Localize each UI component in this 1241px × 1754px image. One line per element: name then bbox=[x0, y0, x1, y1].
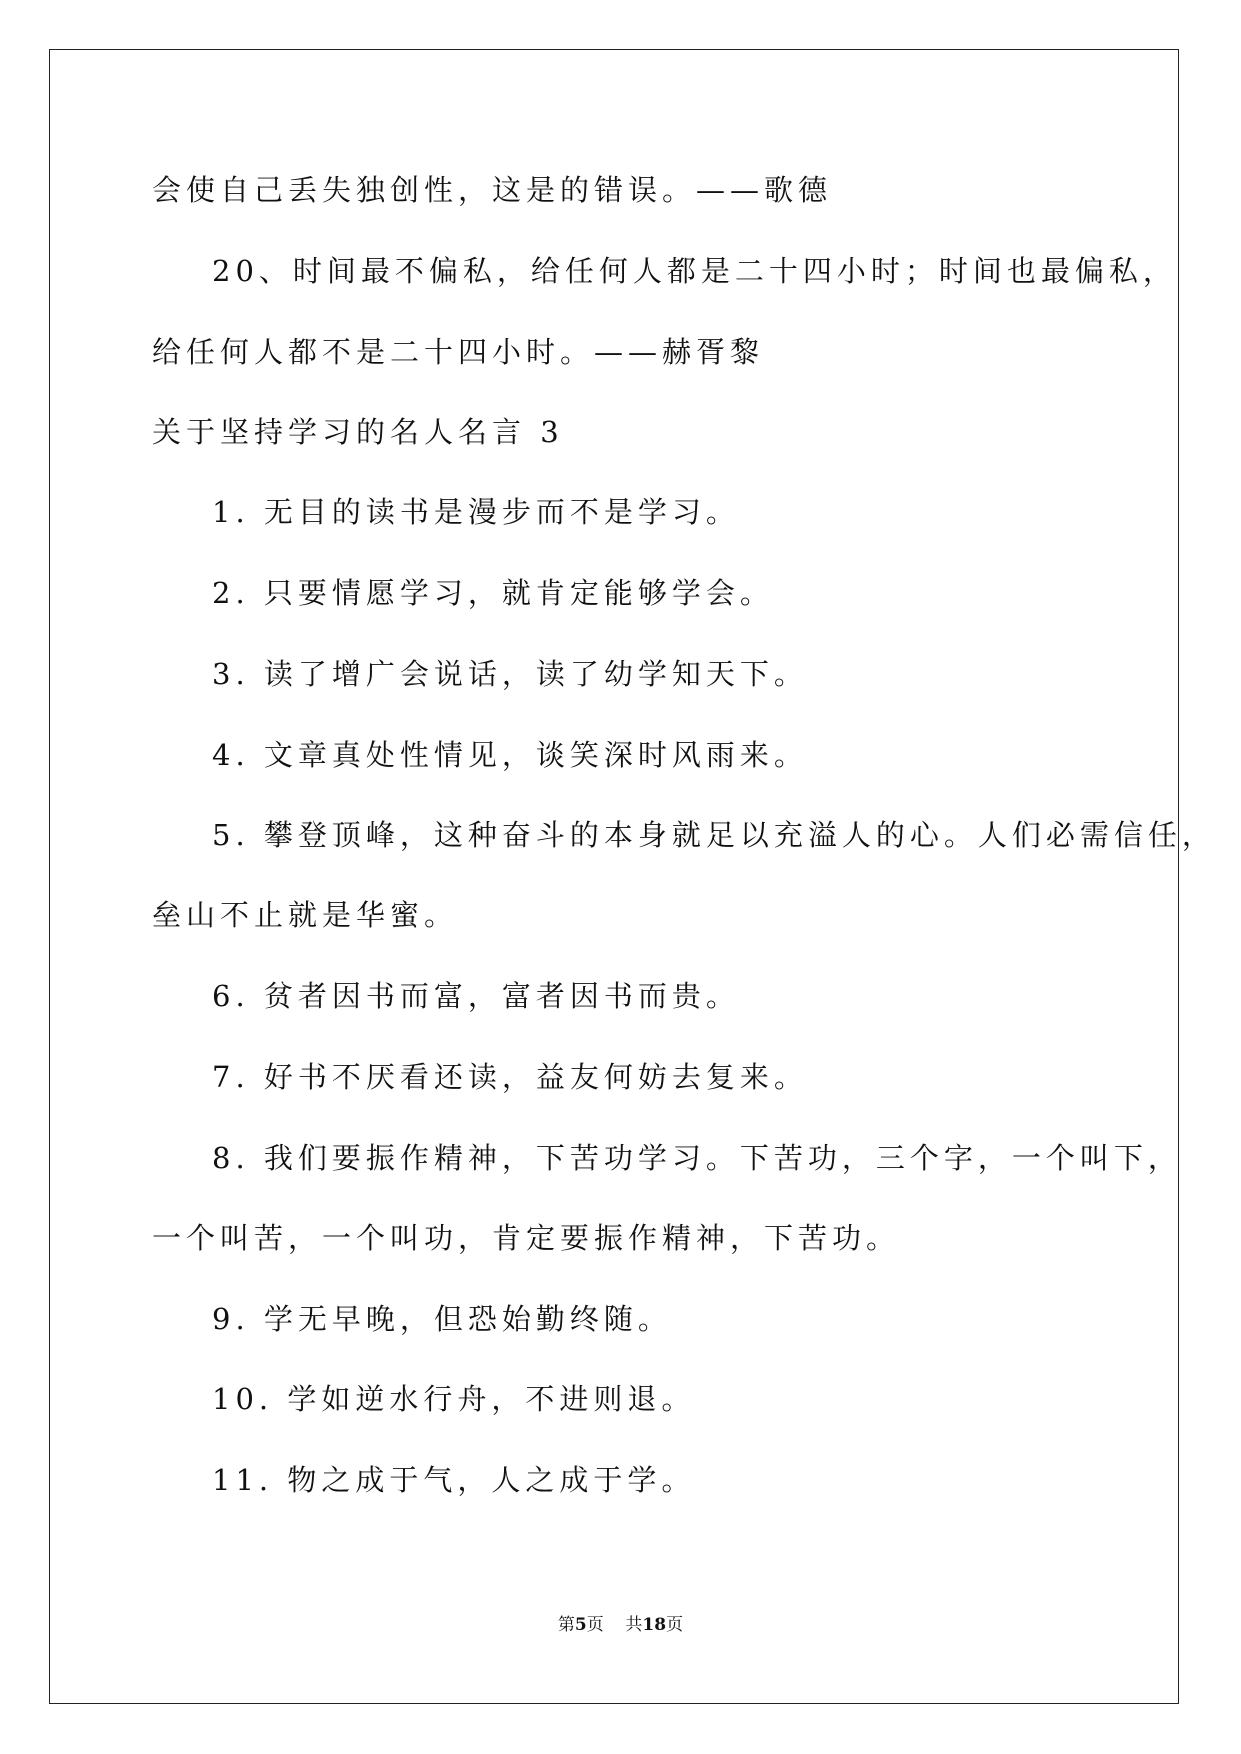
list-item-8-continued: 一个叫苦，一个叫功，肯定要振作精神，下苦功。 bbox=[152, 1221, 901, 1255]
list-item-5-continued: 垒山不止就是华蜜。 bbox=[152, 898, 459, 932]
text-line-quote-20-end: 给任何人都不是二十四小时。——赫胥黎 bbox=[152, 335, 765, 369]
list-item-1: 1. 无目的读书是漫步而不是学习。 bbox=[212, 495, 740, 529]
list-item-3: 3. 读了增广会说话，读了幼学知天下。 bbox=[212, 657, 808, 691]
page-prefix: 第 bbox=[557, 1615, 575, 1635]
text-line-quote-20: 20、时间最不偏私，给任何人都是二十四小时；时间也最偏私， bbox=[212, 254, 1177, 288]
list-item-7: 7. 好书不厌看还读，益友何妨去复来。 bbox=[212, 1060, 808, 1094]
list-item-5: 5. 攀登顶峰，这种奋斗的本身就足以充溢人的心。人们必需信任， bbox=[212, 818, 1216, 852]
page-border bbox=[49, 49, 1179, 1704]
page-suffix: 页 bbox=[586, 1615, 604, 1635]
page-number: 5 bbox=[574, 1615, 587, 1635]
list-item-10: 10. 学如逆水行舟，不进则退。 bbox=[212, 1382, 696, 1416]
list-item-2: 2. 只要情愿学习，就肯定能够学会。 bbox=[212, 576, 774, 610]
list-item-6: 6. 贫者因书而富，富者因书而贵。 bbox=[212, 979, 740, 1013]
page-footer bbox=[0, 1613, 1241, 1637]
total-suffix: 页 bbox=[666, 1615, 684, 1635]
total-pages: 18 bbox=[642, 1615, 667, 1635]
total-prefix: 共 bbox=[625, 1615, 643, 1635]
section-heading: 关于坚持学习的名人名言 3 bbox=[152, 415, 564, 449]
list-item-8: 8. 我们要振作精神，下苦功学习。下苦功，三个字，一个叫下， bbox=[212, 1141, 1182, 1175]
list-item-11: 11. 物之成于气，人之成于学。 bbox=[212, 1463, 696, 1497]
list-item-9: 9. 学无早晚，但恐始勤终随。 bbox=[212, 1302, 672, 1336]
text-line-quote-19-end: 会使自己丢失独创性，这是的错误。——歌德 bbox=[152, 173, 833, 207]
list-item-4: 4. 文章真处性情见，谈笑深时风雨来。 bbox=[212, 738, 808, 772]
